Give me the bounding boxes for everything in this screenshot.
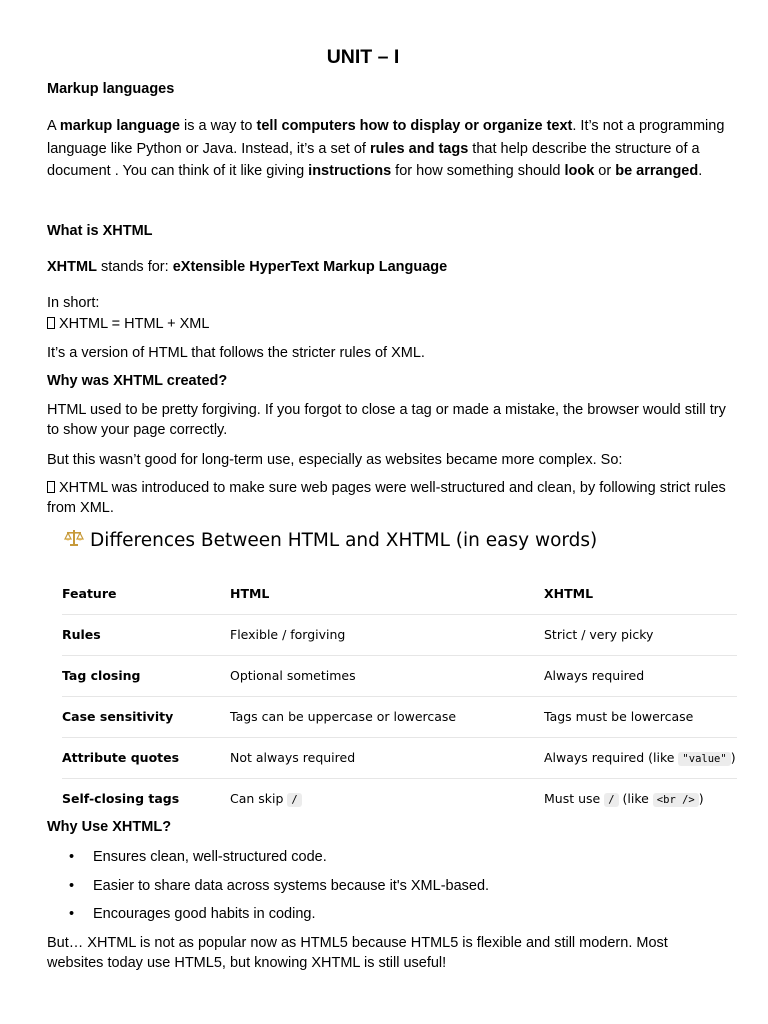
table-cell-xhtml: Always required [544,668,645,683]
xhtml-stands-for: XHTML stands for: eXtensible HyperText Markup Language [47,259,448,275]
closing-paragraph: But… XHTML is not as popular now as HTML5 because HTML5 is flexible and still modern. Most websites today use HTML5, but knowing XHTML is still useful! [47,935,668,971]
why-use-list [47,846,489,932]
bullet-icon: • [69,849,75,865]
inline-code: "value" [678,752,730,766]
why-created-paragraph-2: But this wasn’t good for long-term use, especially as websites became more complex. So: [47,452,623,468]
heading-markup-languages: Markup languages [47,81,175,97]
scale-icon [64,528,84,548]
missing-glyph-icon [47,317,55,329]
table-cell-feature: Attribute quotes [62,750,180,765]
table-header: Feature [62,586,117,601]
table-cell-html: Flexible / forgiving [230,627,346,642]
bullet-icon: • [69,877,75,894]
heading-what-is-xhtml: What is XHTML [47,223,153,239]
table-cell-feature: Self-closing tags [62,791,180,806]
table-header: XHTML [544,586,594,601]
xhtml-equation: XHTML = HTML + XML [47,314,727,334]
list-item: • Ensures clean, well-structured code. [47,846,489,875]
inline-code: / [287,793,301,807]
why-created-paragraph-3: XHTML was introduced to make sure web pages were well-structured and clean, by following strict rules from XML. [47,480,726,516]
xhtml-version-text: It’s a version of HTML that follows the stricter rules of XML. [47,345,425,361]
table-cell-feature: Tag closing [62,668,141,683]
heading-why-use: Why Use XHTML? [47,819,172,835]
table-header: HTML [230,586,270,601]
table-cell-html: Tags can be uppercase or lowercase [230,709,457,724]
table-cell-html: Not always required [230,750,356,765]
table-row [62,779,737,819]
table-cell-feature: Case sensitivity [62,709,174,724]
inline-code: <br /> [653,793,699,807]
table-cell-html: Optional sometimes [230,668,356,683]
why-created-paragraph-1: HTML used to be pretty forgiving. If you forgot to close a tag or made a mistake, the browser would still try to show your page correctly. [47,402,726,438]
table-cell-xhtml: Strict / very picky [544,627,654,642]
table-row [62,656,737,697]
page-title: UNIT – I [326,46,400,68]
bullet-icon: • [69,906,75,923]
table-title: Differences Between HTML and XHTML (in easy words) [64,528,597,554]
table-row [62,615,737,656]
list-item: • Easier to share data across systems because it's XML-based. [47,875,489,904]
table-row [62,697,737,738]
table-cell-xhtml: Must use / (like <br /> ) [544,791,704,806]
table-row [62,738,737,779]
in-short-label: In short: [47,295,100,311]
markup-paragraph: A markup language is a way to tell computers how to display or organize text. It’s not a programming language like Python or Java. Instead, it’s a set of rules and tags that help describe the structure of a document . You can think of it like giving instructions for how something should look or be arranged. [47,118,725,179]
list-item: • Encourages good habits in coding. [47,903,489,932]
table-cell-xhtml: Tags must be lowercase [544,709,694,724]
heading-why-created: Why was XHTML created? [47,373,228,389]
table-cell-xhtml: Always required (like "value" ) [544,750,736,765]
table-cell-feature: Rules [62,627,101,642]
comparison-table [62,574,737,819]
table-cell-html: Can skip / [230,779,302,820]
table-header-row [62,574,737,615]
missing-glyph-icon [47,481,55,493]
inline-code: / [604,793,618,807]
